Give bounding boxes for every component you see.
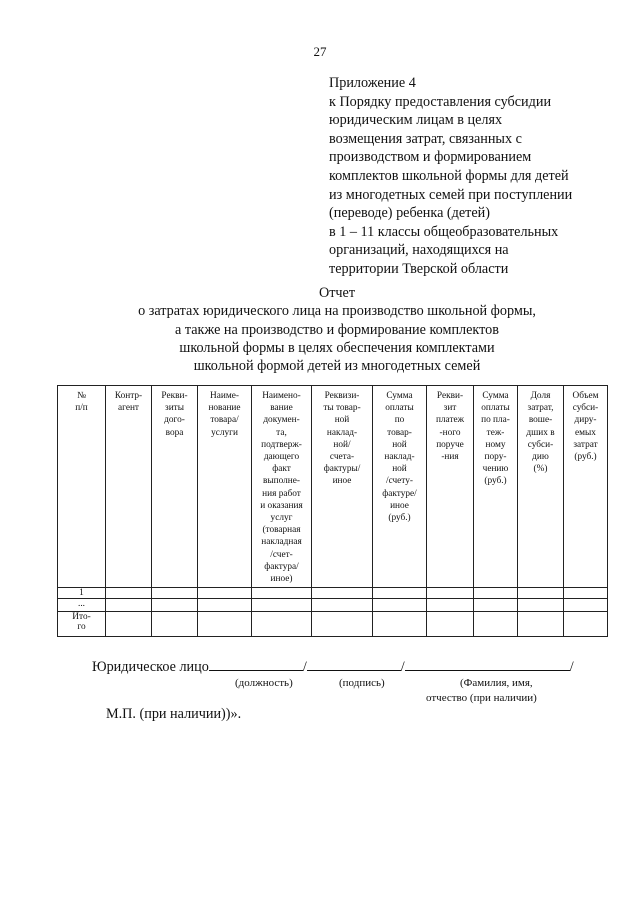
table-cell — [518, 588, 564, 599]
column-header-line: дающего — [263, 452, 300, 463]
name-caption-line2: отчество (при наличии) — [426, 692, 537, 704]
column-header-line: по — [394, 415, 405, 426]
column-header-line: Рекви- — [161, 391, 188, 401]
table-cell — [106, 599, 152, 612]
column-header-line: затрат, — [527, 403, 554, 414]
table-cell — [564, 612, 608, 637]
column-header-line: Реквизи- — [324, 391, 360, 401]
table-cell — [518, 599, 564, 612]
column-header-line: нование — [208, 403, 241, 414]
signature-line — [92, 655, 574, 676]
column-header-line: дию — [532, 452, 549, 463]
column-header-line: вора — [165, 427, 184, 438]
column-header-line: товара/ — [210, 415, 239, 426]
column-header-line: (руб.) — [388, 513, 411, 524]
column-header — [312, 386, 373, 588]
column-header-line: товар- — [387, 427, 412, 438]
column-header-line: теж- — [486, 427, 505, 438]
column-header-line: затрат — [573, 439, 598, 450]
column-header-line: емых — [575, 427, 596, 438]
table-cell — [252, 588, 312, 599]
appendix-line: организаций, находящихся на — [329, 242, 509, 259]
appendix-header — [329, 74, 572, 279]
column-header-line: Рекви- — [436, 391, 464, 401]
table-cell: ... — [58, 599, 106, 612]
separator: / — [569, 659, 574, 675]
column-header-line: агент — [118, 403, 139, 414]
table-cell — [427, 588, 474, 599]
column-header-line: субси- — [527, 439, 554, 450]
column-header-line: услуг — [270, 513, 293, 524]
table-cell — [474, 612, 518, 637]
report-title — [0, 284, 640, 375]
separator: / — [302, 659, 307, 675]
column-header-line: выполне- — [263, 476, 300, 487]
report-title-line: школьной формы в целях обеспечения комплектами — [179, 339, 495, 356]
column-header-line: зит — [443, 403, 457, 414]
column-header-line: Сумма — [482, 391, 509, 401]
table-cell — [106, 588, 152, 599]
column-header-line: фактуре/ — [382, 488, 417, 499]
column-header-line: зиты — [165, 403, 184, 414]
appendix-line: производством и формированием — [329, 149, 532, 166]
stamp-note: М.П. (при наличии))». — [106, 706, 242, 722]
signature-blank[interactable] — [307, 655, 401, 671]
column-header — [152, 386, 198, 588]
column-header-line: чению — [482, 464, 509, 475]
column-header-line: услуги — [211, 427, 238, 438]
column-header — [373, 386, 427, 588]
appendix-line: из многодетных семей при поступлении — [329, 186, 573, 203]
position-caption: (должность) — [235, 677, 293, 689]
column-header-line: Объем — [572, 391, 599, 401]
table-cell — [152, 599, 198, 612]
table-cell — [312, 612, 373, 637]
separator: / — [400, 659, 405, 675]
column-header — [198, 386, 252, 588]
column-header-line: (%) — [533, 464, 548, 475]
table-cell — [427, 612, 474, 637]
column-header-line: Доля — [530, 391, 551, 401]
table-cell — [312, 599, 373, 612]
column-header-line: ния работ — [262, 488, 301, 499]
table-cell: Ито- го — [58, 612, 106, 637]
table-cell — [518, 612, 564, 637]
column-header-line: (руб.) — [574, 452, 597, 463]
appendix-line: территории Тверской области — [329, 260, 509, 277]
table-row — [58, 612, 608, 637]
table-cell — [152, 588, 198, 599]
column-header-line: по пла- — [481, 415, 510, 426]
page-number: 27 — [313, 44, 327, 59]
table-cell — [252, 599, 312, 612]
table-cell — [373, 588, 427, 599]
report-title-line: школьной формой детей из многодетных семей — [193, 358, 481, 375]
appendix-line: юридическим лицам в целях — [329, 112, 503, 129]
table-cell — [198, 612, 252, 637]
column-header-line: подтверж- — [261, 439, 302, 450]
column-header-line: счета- — [329, 452, 355, 463]
column-header — [427, 386, 474, 588]
column-header-line: оплаты — [385, 403, 414, 414]
table-cell: 1 — [58, 588, 106, 599]
column-header-line: (руб.) — [484, 476, 507, 487]
column-header-line: -ния — [441, 452, 459, 463]
column-header-line: фактура/ — [264, 561, 299, 572]
column-header-line: вошe- — [528, 415, 553, 426]
column-header-line: пору- — [484, 452, 507, 463]
table-cell — [427, 599, 474, 612]
column-header-line: Наимено- — [262, 391, 301, 401]
column-header-line: ты товар- — [323, 403, 361, 414]
signature-label: Юридическое лицо — [92, 659, 209, 675]
column-header-line: факт — [272, 464, 291, 475]
column-header-line: наклад- — [326, 427, 358, 438]
column-header-line: ной — [334, 415, 350, 426]
table-row — [58, 599, 608, 612]
appendix-line: в 1 – 11 классы общеобразовательных — [329, 223, 559, 240]
column-header-line: № — [77, 391, 86, 401]
column-header-line: и оказания — [260, 500, 303, 511]
column-header-line: ному — [485, 439, 506, 450]
column-header-line: иное — [332, 476, 352, 487]
column-header-line: вание — [270, 403, 293, 414]
column-header-line: п/п — [75, 403, 88, 414]
column-header-line: иное) — [270, 574, 293, 585]
name-caption: (Фамилия, имя, — [460, 677, 533, 689]
column-header-line: -ного — [439, 427, 461, 438]
column-header-line: /счету- — [385, 476, 413, 487]
report-title-line: Отчет — [318, 285, 356, 301]
table-cell — [198, 588, 252, 599]
table-cell — [252, 612, 312, 637]
table-cell — [474, 599, 518, 612]
column-header-line: фактуры/ — [323, 464, 361, 475]
column-header-line: иное — [390, 500, 409, 511]
column-header-line: ной — [392, 464, 407, 475]
appendix-line: Приложение 4 — [329, 75, 416, 91]
column-header-line: Сумма — [386, 391, 413, 401]
table-cell — [373, 599, 427, 612]
column-header-line: (товарная — [262, 525, 301, 536]
appendix-line: к Порядку предоставления субсидии — [329, 93, 552, 110]
report-table — [57, 385, 608, 637]
table-cell — [373, 612, 427, 637]
table-cell — [106, 612, 152, 637]
signature-caption: (подпись) — [339, 677, 385, 689]
column-header-line: Контр- — [114, 391, 143, 401]
column-header-line: та, — [276, 427, 287, 438]
column-header-line: ной/ — [333, 439, 351, 450]
table-header-row — [58, 386, 608, 588]
column-header — [106, 386, 152, 588]
column-header-line: наклад- — [384, 452, 415, 463]
position-blank[interactable] — [209, 655, 303, 671]
column-header — [474, 386, 518, 588]
appendix-line: возмещения затрат, связанных с — [329, 130, 522, 147]
column-header-line: дого- — [164, 415, 185, 426]
appendix-line: комплектов школьной формы для детей — [329, 167, 569, 184]
appendix-line: (переводе) ребенка (детей) — [329, 205, 490, 222]
report-title-line: а также на производство и формирование комплектов — [175, 321, 499, 338]
column-header-line: Наиме- — [210, 391, 239, 401]
column-header-line: оплаты — [481, 403, 510, 414]
column-header-line: /счет- — [270, 549, 293, 560]
column-header-line: платеж — [435, 415, 465, 426]
column-header — [518, 386, 564, 588]
column-header-line: накладная — [261, 537, 302, 548]
column-header-line: поруче — [436, 439, 464, 450]
table-cell — [564, 599, 608, 612]
table-cell — [152, 612, 198, 637]
column-header — [58, 386, 106, 588]
table-cell — [312, 588, 373, 599]
table-cell — [564, 588, 608, 599]
column-header-line: докумен- — [263, 415, 300, 426]
column-header — [564, 386, 608, 588]
column-header — [252, 386, 312, 588]
column-header-line: субси- — [572, 403, 599, 414]
name-blank[interactable] — [405, 655, 570, 671]
column-header-line: ной — [392, 439, 407, 450]
table-cell — [198, 599, 252, 612]
table-cell — [474, 588, 518, 599]
column-header-line: дших в — [526, 427, 555, 438]
report-title-line: о затратах юридического лица на производство школьной формы, — [138, 303, 536, 320]
column-header-line: диру- — [574, 415, 597, 426]
table-row — [58, 588, 608, 599]
